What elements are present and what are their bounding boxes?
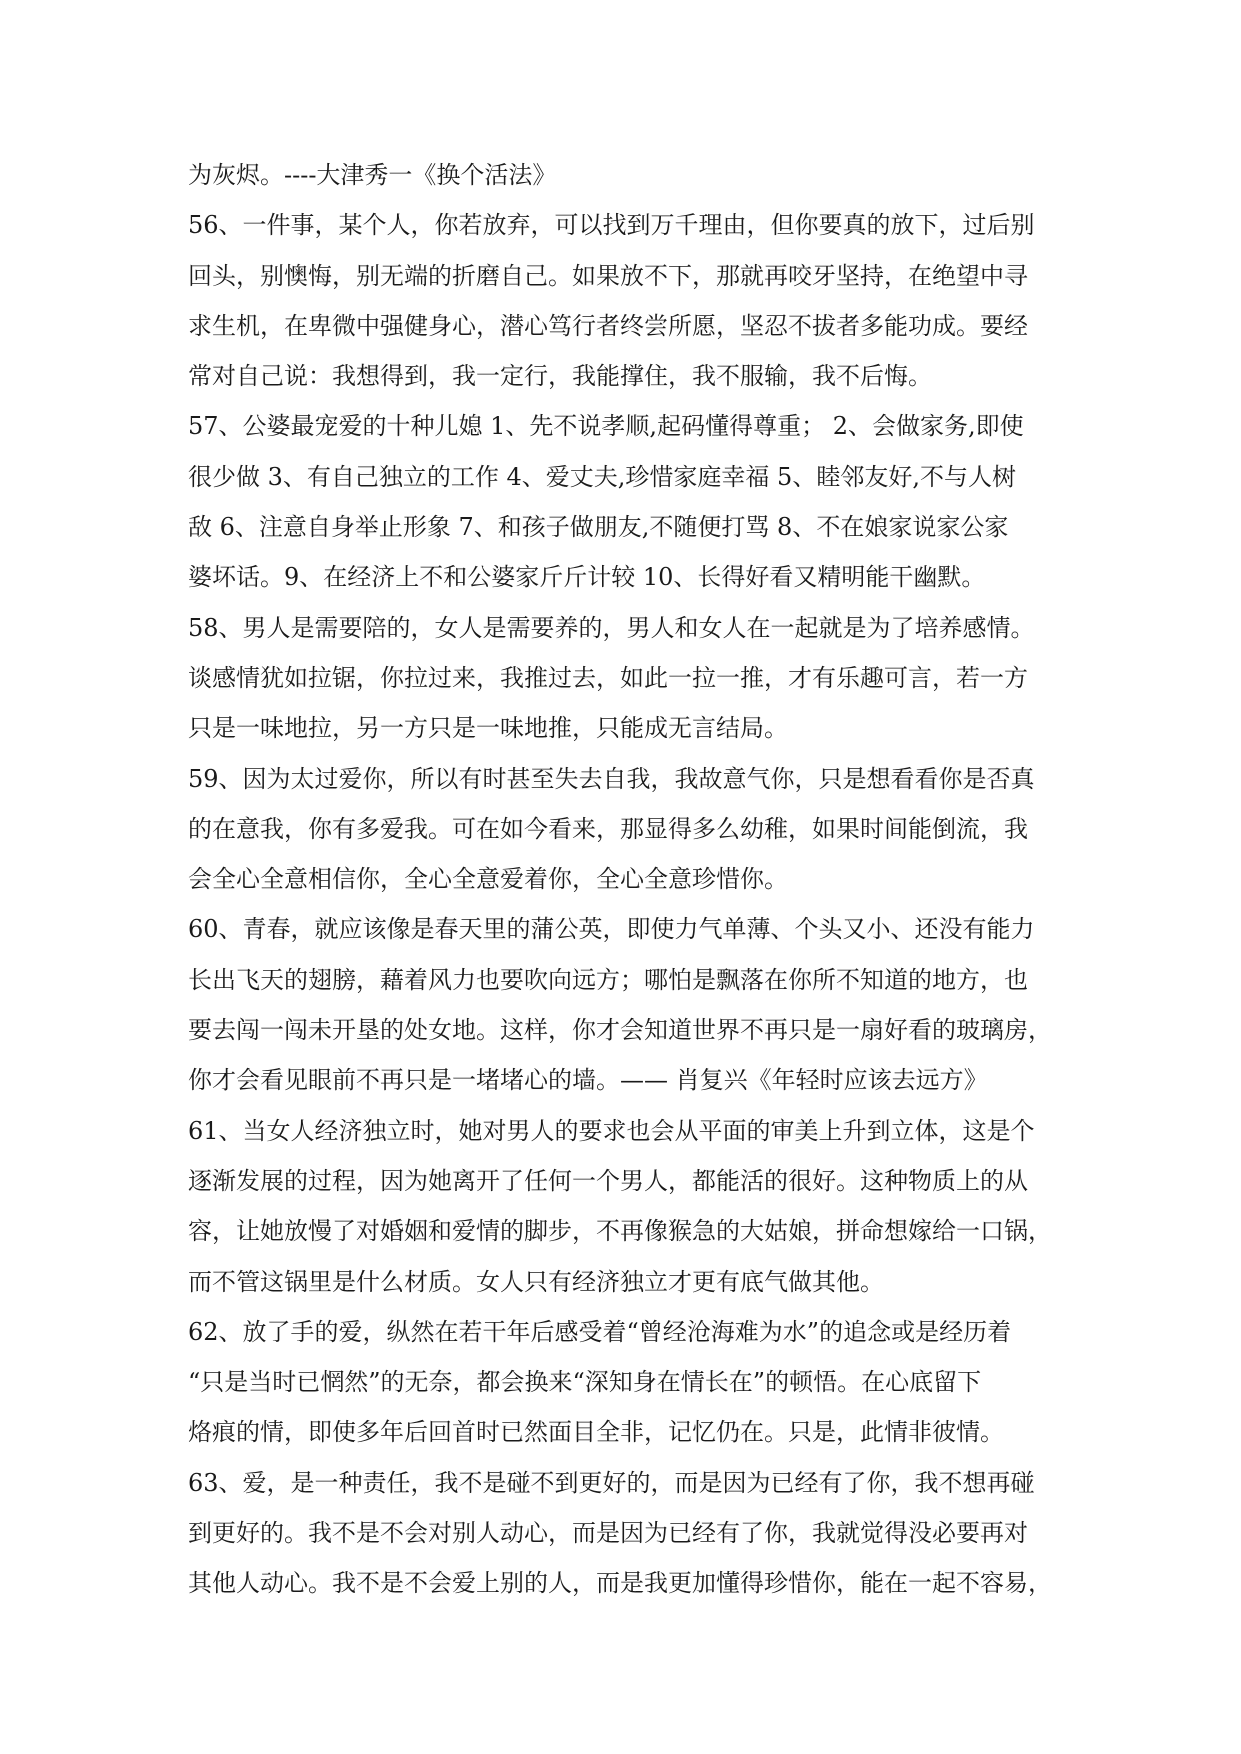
text-line: 要去闯一闯未开垦的处女地。这样，你才会知道世界不再只是一扇好看的玻璃房， — [188, 1016, 1052, 1045]
text-line: 63、爱，是一种责任，我不是碰不到更好的，而是因为已经有了你，我不想再碰 — [188, 1468, 1035, 1497]
text-line: 其他人动心。我不是不会爱上别的人，而是我更加懂得珍惜你，能在一起不容易， — [188, 1569, 1052, 1598]
text-line: 你才会看见眼前不再只是一堵堵心的墙。—— 肖复兴《年轻时应该去远方》 — [188, 1066, 988, 1095]
text-line: 只是一味地拉，另一方只是一味地推，只能成无言结局。 — [188, 714, 788, 743]
text-line: 求生机，在卑微中强健身心，潜心笃行者终尝所愿，坚忍不拔者多能功成。要经 — [188, 311, 1028, 340]
text-line: 长出飞天的翅膀，藉着风力也要吹向远方；哪怕是飘落在你所不知道的地方，也 — [188, 965, 1028, 994]
text-line: 很少做 3、有自己独立的工作 4、爱丈夫,珍惜家庭幸福 5、睦邻友好,不与人树 — [188, 462, 1016, 491]
text-line: 61、当女人经济独立时，她对男人的要求也会从平面的审美上升到立体，这是个 — [188, 1116, 1035, 1145]
text-line: 回头，别懊悔，别无端的折磨自己。如果放不下，那就再咬牙坚持，在绝望中寻 — [188, 261, 1028, 290]
document-body — [188, 150, 1068, 1609]
text-line: 烙痕的情，即使多年后回首时已然面目全非，记忆仍在。只是，此情非彼情。 — [188, 1418, 1004, 1447]
text-line: 59、因为太过爱你，所以有时甚至失去自我，我故意气你，只是想看看你是否真 — [188, 764, 1035, 793]
text-line: 婆坏话。9、在经济上不和公婆家斤斤计较 10、长得好看又精明能干幽默。 — [188, 563, 986, 592]
text-line: “只是当时已惘然”的无奈，都会换来“深知身在情长在”的顿悟。在心底留下 — [188, 1368, 982, 1397]
text-line: 的在意我，你有多爱我。可在如今看来，那显得多么幼稚，如果时间能倒流，我 — [188, 814, 1028, 843]
text-line: 逐渐发展的过程，因为她离开了任何一个男人，都能活的很好。这种物质上的从 — [188, 1166, 1028, 1195]
text-line: 56、一件事，某个人，你若放弃，可以找到万千理由，但你要真的放下，过后别 — [188, 211, 1035, 240]
text-line: 60、青春，就应该像是春天里的蒲公英，即使力气单薄、个头又小、还没有能力 — [188, 915, 1035, 944]
text-line: 容，让她放慢了对婚姻和爱情的脚步，不再像猴急的大姑娘，拼命想嫁给一口锅， — [188, 1217, 1052, 1246]
text-line: 谈感情犹如拉锯，你拉过来，我推过去，如此一拉一推，才有乐趣可言，若一方 — [188, 663, 1028, 692]
text-line: 到更好的。我不是不会对别人动心，而是因为已经有了你，我就觉得没必要再对 — [188, 1519, 1028, 1548]
text-line: 会全心全意相信你，全心全意爱着你，全心全意珍惜你。 — [188, 865, 788, 894]
text-line: 58、男人是需要陪的，女人是需要养的，男人和女人在一起就是为了培养感情。 — [188, 613, 1035, 642]
text-line: 为灰烬。----大津秀一《换个活法》 — [188, 161, 557, 189]
text-line: 常对自己说：我想得到，我一定行，我能撑住，我不服输，我不后悔。 — [188, 362, 932, 391]
text-line: 62、放了手的爱，纵然在若干年后感受着“曾经沧海难为水”的追念或是经历着 — [188, 1317, 1012, 1346]
text-line: 57、公婆最宠爱的十种儿媳 1、先不说孝顺,起码懂得尊重； 2、会做家务,即使 — [188, 412, 1024, 441]
text-line: 而不管这锅里是什么材质。女人只有经济独立才更有底气做其他。 — [188, 1267, 884, 1296]
text-line: 敌 6、注意自身举止形象 7、和孩子做朋友,不随便打骂 8、不在娘家说家公家 — [188, 513, 1009, 542]
